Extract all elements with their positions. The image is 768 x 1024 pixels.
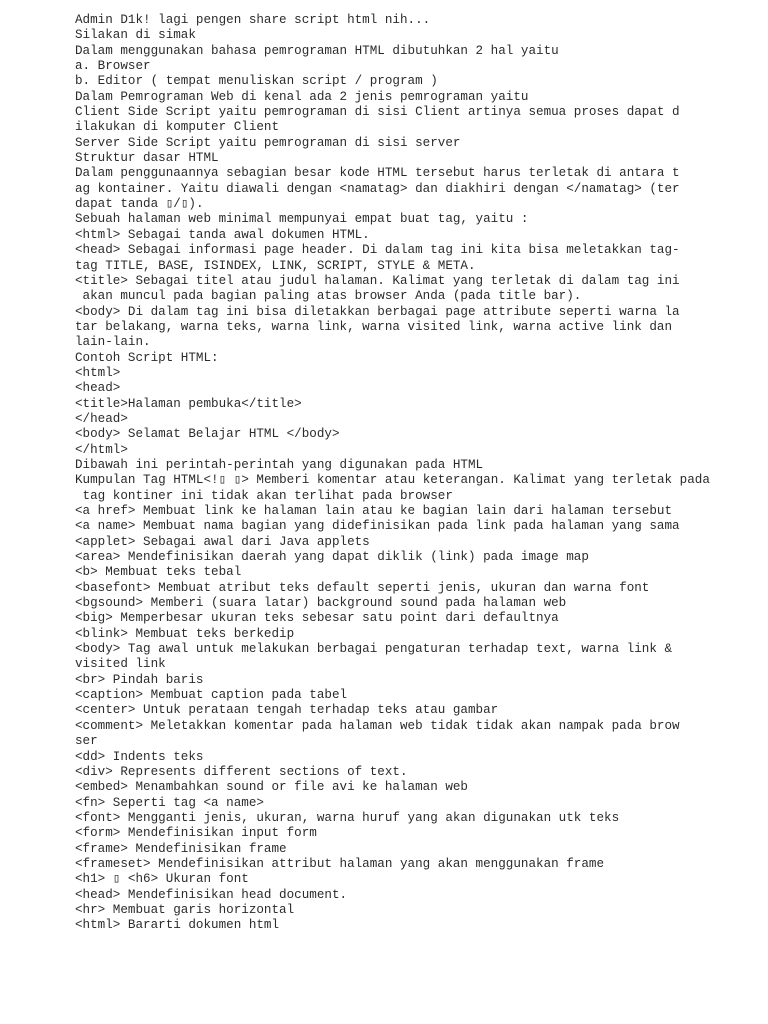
text-line: Client Side Script yaitu pemrograman di sisi Client artinya semua proses dapat d xyxy=(75,105,680,120)
text-line: <head> Sebagai informasi page header. Di dalam tag ini kita bisa meletakkan tag- xyxy=(75,243,680,258)
text-line: tar belakang, warna teks, warna link, warna visited link, warna active link dan xyxy=(75,319,673,334)
text-line: <b> Membuat teks tebal xyxy=(75,565,242,580)
text-line: <title> Sebagai titel atau judul halaman. Kalimat yang terletak di dalam tag ini xyxy=(75,273,680,288)
text-line: ser xyxy=(75,734,98,749)
text-line: b. Editor ( tempat menuliskan script / program ) xyxy=(75,74,438,89)
text-line: akan muncul pada bagian paling atas browser Anda (pada title bar). xyxy=(75,289,582,304)
text-line: <html> Sebagai tanda awal dokumen HTML. xyxy=(75,227,370,242)
text-line: <title>Halaman pembuka</title> xyxy=(75,396,302,411)
text-line: Kumpulan Tag HTML<!▯ ▯> Memberi komentar atau keterangan. Kalimat yang terletak pada xyxy=(75,473,710,488)
text-line: <div> Represents different sections of text. xyxy=(75,764,408,779)
document-page xyxy=(75,13,715,934)
text-line: <comment> Meletakkan komentar pada halaman web tidak tidak akan nampak pada brow xyxy=(75,718,680,733)
text-line: <html> Bararti dokumen html xyxy=(75,918,280,933)
text-line: ag kontainer. Yaitu diawali dengan <namatag> dan diakhiri dengan </namatag> (ter xyxy=(75,181,680,196)
text-line: Dibawah ini perintah-perintah yang digunakan pada HTML xyxy=(75,457,484,472)
text-line: Struktur dasar HTML xyxy=(75,151,219,166)
text-line: ilakukan di komputer Client xyxy=(75,120,280,135)
text-line: <a name> Membuat nama bagian yang didefinisikan pada link pada halaman yang sama xyxy=(75,519,680,534)
text-line: <fn> Seperti tag <a name> xyxy=(75,795,264,810)
text-line: Contoh Script HTML: xyxy=(75,350,219,365)
text-line: </html> xyxy=(75,442,128,457)
text-line: <embed> Menambahkan sound or file avi ke halaman web xyxy=(75,780,468,795)
text-line: <body> Selamat Belajar HTML </body> xyxy=(75,427,340,442)
text-line: tag kontiner ini tidak akan terlihat pada browser xyxy=(75,488,453,503)
text-line: <caption> Membuat caption pada tabel xyxy=(75,688,348,703)
text-line: </head> xyxy=(75,411,128,426)
text-line: <br> Pindah baris xyxy=(75,672,204,687)
text-line: <frame> Mendefinisikan frame xyxy=(75,841,287,856)
text-line: <head> Mendefinisikan head document. xyxy=(75,887,348,902)
text-line: <frameset> Mendefinisikan attribut halaman yang akan menggunakan frame xyxy=(75,856,605,871)
text-line: Admin D1k! lagi pengen share script html nih... xyxy=(75,13,431,27)
text-line: dapat tanda ▯/▯). xyxy=(75,197,204,212)
text-line: visited link xyxy=(75,657,166,672)
text-line: <center> Untuk perataan tengah terhadap teks atau gambar xyxy=(75,703,499,718)
text-line: <area> Mendefinisikan daerah yang dapat diklik (link) pada image map xyxy=(75,550,589,565)
text-line: <body> Di dalam tag ini bisa diletakkan berbagai page attribute seperti warna la xyxy=(75,304,680,319)
text-line: <dd> Indents teks xyxy=(75,749,204,764)
text-line: Silakan di simak xyxy=(75,28,196,43)
text-line: a. Browser xyxy=(75,59,151,74)
text-line: lain-lain. xyxy=(75,335,151,350)
text-line: <big> Memperbesar ukuran teks sebesar satu point dari defaultnya xyxy=(75,611,559,626)
text-line: Dalam menggunakan bahasa pemrograman HTML dibutuhkan 2 hal yaitu xyxy=(75,43,559,58)
text-line: <h1> ▯ <h6> Ukuran font xyxy=(75,872,249,887)
text-line: <bgsound> Memberi (suara latar) background sound pada halaman web xyxy=(75,596,567,611)
text-line: <html> xyxy=(75,365,121,380)
text-line: <basefont> Membuat atribut teks default seperti jenis, ukuran dan warna font xyxy=(75,580,650,595)
text-line: tag TITLE, BASE, ISINDEX, LINK, SCRIPT, STYLE & META. xyxy=(75,258,476,273)
text-line: Dalam penggunaannya sebagian besar kode HTML tersebut harus terletak di antara t xyxy=(75,166,680,181)
text-line: <a href> Membuat link ke halaman lain atau ke bagian lain dari halaman tersebut xyxy=(75,504,673,518)
text-line: <hr> Membuat garis horizontal xyxy=(75,902,295,917)
text-line: <font> Mengganti jenis, ukuran, warna huruf yang akan digunakan utk teks xyxy=(75,810,620,825)
text-line: <form> Mendefinisikan input form xyxy=(75,826,317,841)
text-line: <blink> Membuat teks berkedip xyxy=(75,626,295,641)
text-line: Server Side Script yaitu pemrograman di sisi server xyxy=(75,135,461,150)
text-line: <applet> Sebagai awal dari Java applets xyxy=(75,534,370,549)
text-line: <head> xyxy=(75,381,121,396)
text-line: Dalam Pemrograman Web di kenal ada 2 jenis pemrograman yaitu xyxy=(75,89,529,104)
text-line: Sebuah halaman web minimal mempunyai empat buat tag, yaitu : xyxy=(75,212,529,227)
text-line: <body> Tag awal untuk melakukan berbagai pengaturan terhadap text, warna link & xyxy=(75,642,673,657)
